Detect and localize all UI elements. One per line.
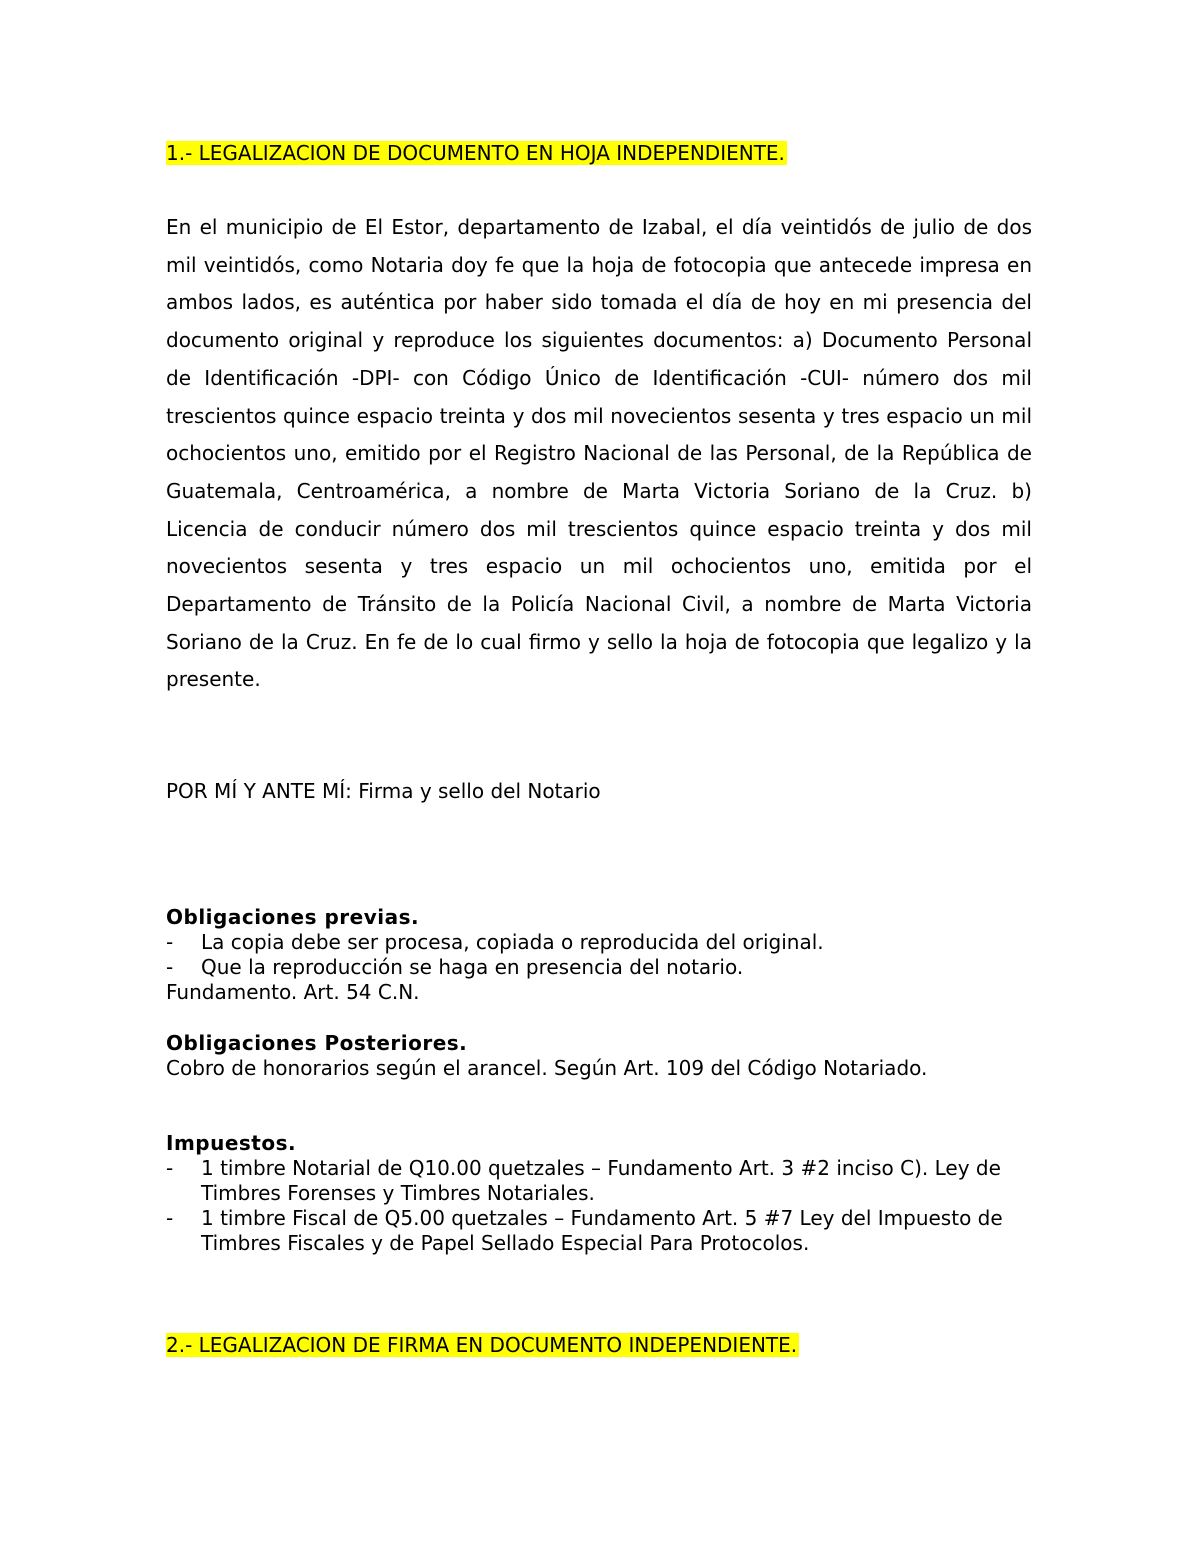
section-1-heading — [166, 139, 787, 167]
bullet-dash: - — [166, 955, 174, 979]
list-item-text: 1 timbre Fiscal de Q5.00 quetzales – Fundamento Art. 5 #7 Ley del Impuesto de Timbres Fiscales y de Papel Sellado Especial Para Protocolos. — [201, 1206, 1003, 1255]
obligaciones-previas-section — [166, 905, 1046, 1005]
signature-line: POR MÍ Y ANTE MÍ: Firma y sello del Notario — [166, 779, 601, 803]
obligaciones-posteriores-section — [166, 1031, 1046, 1081]
impuestos-title: Impuestos. — [166, 1131, 297, 1155]
section-2-heading-text: 2.- LEGALIZACION DE FIRMA EN DOCUMENTO INDEPENDIENTE. — [166, 1333, 798, 1357]
bullet-dash: - — [166, 1206, 174, 1230]
obligaciones-previas-title: Obligaciones previas. — [166, 905, 420, 929]
list-item — [166, 955, 1046, 980]
obligaciones-posteriores-title: Obligaciones Posteriores. — [166, 1031, 468, 1055]
list-item — [166, 1156, 1046, 1206]
fundamento-line: Fundamento. Art. 54 C.N. — [166, 980, 420, 1004]
list-item-text: La copia debe ser procesa, copiada o reproducida del original. — [201, 930, 824, 954]
list-item — [166, 1206, 1046, 1256]
bullet-dash: - — [166, 1156, 174, 1180]
section-1-heading-text: 1.- LEGALIZACION DE DOCUMENTO EN HOJA INDEPENDIENTE. — [166, 141, 785, 165]
list-item-text: Que la reproducción se haga en presencia del notario. — [201, 955, 744, 979]
impuestos-section — [166, 1131, 1046, 1256]
section-2-heading — [166, 1331, 799, 1359]
list-item-text: 1 timbre Notarial de Q10.00 quetzales – Fundamento Art. 3 #2 inciso C). Ley de Timbres Forenses y Timbres Notariales. — [201, 1156, 1001, 1205]
legalization-paragraph: En el municipio de El Estor, departamento de Izabal, el día veintidós de julio de dos mil veintidós, como Notaria doy fe que la hoja de fotocopia que antecede impresa en ambos lados, es auténtica por haber sido tomada el día de hoy en mi presencia del documento original y reproduce los siguientes documentos: a) Documento Personal de Identificación -DPI- con Código Único de Identificación -CUI- número dos mil trescientos quince espacio treinta y dos mil novecientos sesenta y tres espacio un mil ochocientos uno, emitido por el Registro Nacional de las Personal, de la República de Guatemala, Centroamérica, a nombre de Marta Victoria Soriano de la Cruz. b) Licencia de conducir número dos mil trescientos quince espacio treinta y dos mil novecientos sesenta y tres espacio un mil ochocientos uno, emitida por el Departamento de Tránsito de la Policía Nacional Civil, a nombre de Marta Victoria Soriano de la Cruz. En fe de lo cual firmo y sello la hoja de fotocopia que legalizo y la presente. — [166, 215, 1032, 692]
obligaciones-posteriores-text: Cobro de honorarios según el arancel. Según Art. 109 del Código Notariado. — [166, 1056, 928, 1080]
bullet-dash: - — [166, 930, 174, 954]
list-item — [166, 930, 1046, 955]
